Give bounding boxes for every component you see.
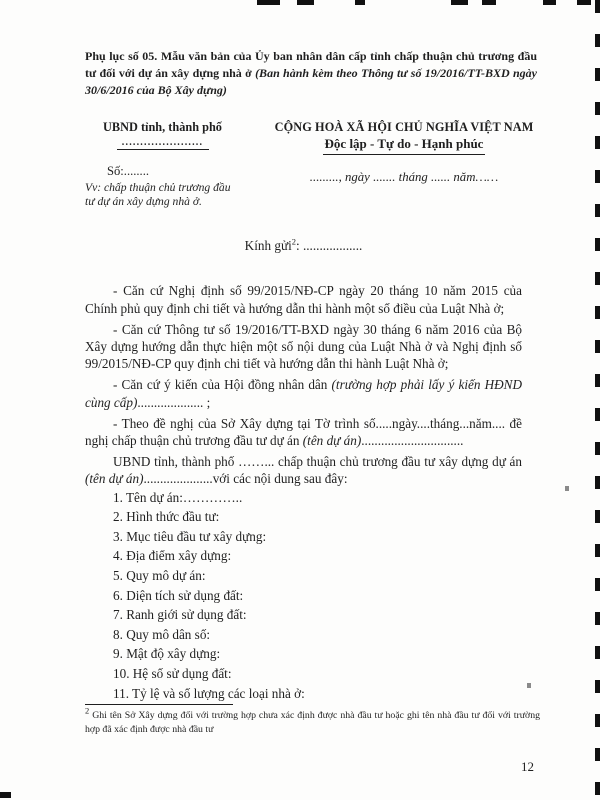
scan-artifact [543,0,556,5]
scan-artifact [451,0,468,5]
issuing-authority-name: UBND tỉnh, thành phố [103,120,222,135]
document-content [85,48,537,703]
national-title: CỘNG HOÀ XÃ HỘI CHỦ NGHĨA VIỆT NAM [274,120,534,135]
scan-artifact [577,0,591,5]
numbered-item: 8. Quy mô dân số: [113,626,211,642]
national-header-block [268,120,540,208]
numbered-item: 3. Mục tiêu đầu tư xây dựng: [113,528,267,544]
footnote-marker: 2 [85,705,90,716]
issuing-authority-underline [117,149,209,150]
footnote [85,704,540,737]
appendix-title [85,48,537,98]
numbered-item: 6. Diện tích sử dụng đất: [113,587,244,603]
footnote-text: Ghi tên Sở Xây dựng đối với trường hợp chưa xác định được nhà đầu tư hoặc ghi tên nhà đầu tư đối với trường hợp đã xác định được nhà đầu tư [85,710,540,736]
scan-speck [565,486,569,491]
numbered-item: 9. Mật độ xây dựng: [113,646,221,662]
numbered-item: 10. Hệ số sử dụng đất: [113,665,232,681]
scan-artifact [0,792,11,798]
scan-artifact [482,0,496,5]
footnote-text-line [85,705,540,737]
page-number: 12 [521,759,534,774]
scan-artifact [257,0,280,5]
salutation-label: Kính gửi [244,238,292,254]
body-paragraph-1: - Căn cứ Nghị định số 99/2015/NĐ-CP ngày 20 tháng 10 năm 2015 của Chính phủ quy định chi tiết và hướng dẫn thi hành một số điều của Luật Nhà ở; [85,283,522,316]
issuing-authority-block [85,120,240,208]
numbered-list [113,488,522,704]
numbered-item: 7. Ranh giới sử dụng đất: [113,607,247,623]
document-subject: Vv: chấp thuận chủ trương đầu tư dự án xây dựng nhà ở. [85,181,231,208]
scan-artifact [297,0,314,5]
issuing-authority-dots: ...................... [121,137,204,149]
document-number: Số:........ [107,164,149,179]
appendix-title-main: Phụ lục số 05. Mẫu văn bản của Ủy ban nhân dân cấp tỉnh chấp thuận chủ trương đầu tư đối với dự án xây dựng nhà ở [85,49,537,80]
numbered-item: 2. Hình thức đầu tư: [113,509,220,525]
body-paragraph-4: - Theo đề nghị của Sở Xây dựng tại Tờ trình số.....ngày....tháng...năm.... đề nghị chấp thuận chủ trương đầu tư dự án (tên dự án)............................... [85,415,522,449]
body-text [85,282,522,703]
numbered-item: 11. Tỷ lệ và số lượng các loại nhà ở: [113,685,305,701]
numbered-item: 4. Địa điểm xây dựng: [113,548,232,564]
national-motto: Độc lập - Tự do - Hạnh phúc [323,136,486,155]
body-paragraph-5: UBND tỉnh, thành phố ……... chấp thuận chủ trương đầu tư xây dựng dự án (tên dự án).....................với các nội dung sau đây: [85,454,522,487]
numbered-item: 1. Tên dự án:………….. [113,489,243,505]
scan-artifact [355,0,365,5]
appendix-title-note: (Ban hành kèm theo Thông tư số 19/2016/TT-BXD ngày 30/6/2016 của Bộ Xây dựng) [85,65,537,97]
scan-speck [527,683,531,688]
salutation-footnote-ref: 2 [291,237,296,247]
salutation-line [85,238,522,254]
footnote-separator [85,704,233,705]
scan-edge-artifact-right [595,0,600,800]
date-line: ........., ngày ....... tháng ...... năm…… [309,170,499,185]
body-paragraph-2: - Căn cứ Thông tư số 19/2016/TT-BXD ngày 30 tháng 6 năm 2016 của Bộ Xây dựng hướng dẫn thực hiện một số nội dung của Luật Nhà ở và Nghị định số 99/2015/NĐ-CP quy định chi tiết và hướng dẫn thi hành Luật Nhà ở; [85,321,522,372]
numbered-item: 5. Quy mô dự án: [113,568,206,583]
administrative-header [85,120,540,208]
body-paragraph-3: - Căn cứ ý kiến của Hội đồng nhân dân (trường hợp phải lấy ý kiến HĐND cùng cấp).................... ; [85,377,522,410]
salutation-dots: : .................. [296,238,363,254]
